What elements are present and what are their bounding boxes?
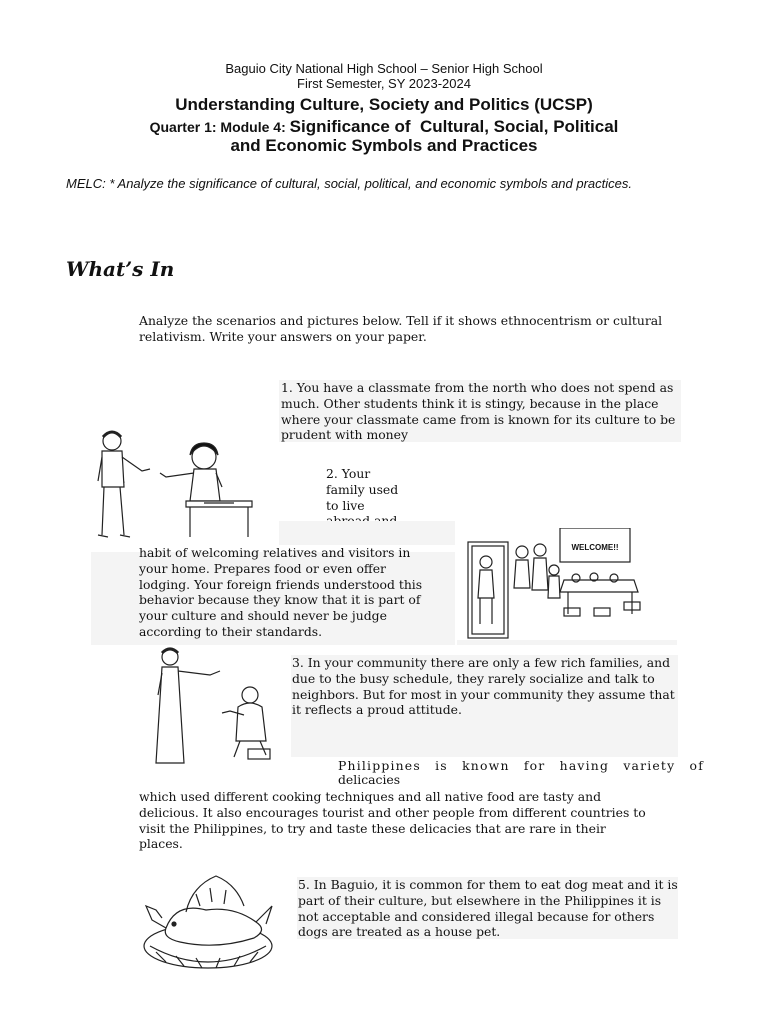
rich-family-illustration xyxy=(150,645,280,770)
scenario-3: 3. In your community there are only a few rich families, and due to the busy schedule, they rarely socialize and talk to neighbors. But for most in your community they assume that it reflects a proud attitude. xyxy=(291,655,678,757)
scenario-5: 5. In Baguio, it is common for them to eat dog meat and it is part of their culture, but elsewhere in the Philippines it is not acceptable and considered illegal because for others dogs are treated as a house pet. xyxy=(298,877,678,940)
section-title: What’s In xyxy=(66,257,175,281)
classmates-illustration xyxy=(94,425,264,545)
melc: MELC: * Analyze the significance of cultural, social, political, and economic symbols and practices. xyxy=(66,176,633,191)
module-title xyxy=(0,117,768,137)
instructions: Analyze the scenarios and pictures below. Tell if it shows ethnocentrism or cultural relativism. Write your answers on your paper. xyxy=(139,313,663,344)
school-name: Baguio City National High School – Senior High School xyxy=(225,61,543,76)
scenario-1: 1. You have a classmate from the north who does not spend as much. Other students think it is stingy, because in the place where your classmate came from is known for its culture to be prudent with money xyxy=(279,380,681,442)
module-title-line-2: and Economic Symbols and Practices xyxy=(230,136,538,155)
scenario-4-part-1b: delicacies xyxy=(338,772,401,787)
subject-title: Understanding Culture, Society and Politics (UCSP) xyxy=(175,95,593,114)
module-title-line-1: Significance of Cultural, Social, Political xyxy=(289,117,619,136)
scenario-4-part-2: which used different cooking techniques and all native food are tasty and delicious. It also encourages tourist and other people from different countries to visit the Philippines, to try and taste these delicacies that are rare in their places. xyxy=(139,789,646,852)
scenario-4-part-1: Philippines is known for having variety of xyxy=(338,758,704,773)
scenario-2-shading xyxy=(457,640,677,645)
module-prefix: Quarter 1: Module 4: xyxy=(149,119,290,135)
scenario-2-part-1: 2. Your family used to live xyxy=(326,466,399,513)
dog-meat-dish-illustration xyxy=(136,866,286,972)
scenario-2-background-top xyxy=(279,521,455,545)
welcome-illustration xyxy=(464,528,644,640)
scenario-2-part-2: habit of welcoming relatives and visitors in your home. Prepares food or even offer lodging. Your foreign friends understood this behavior because they know that it is part of your culture and should never be judge according to their standards. xyxy=(139,545,423,639)
welcome-sign-text: WELCOME!! xyxy=(571,543,619,552)
semester: First Semester, SY 2023-2024 xyxy=(297,76,471,91)
